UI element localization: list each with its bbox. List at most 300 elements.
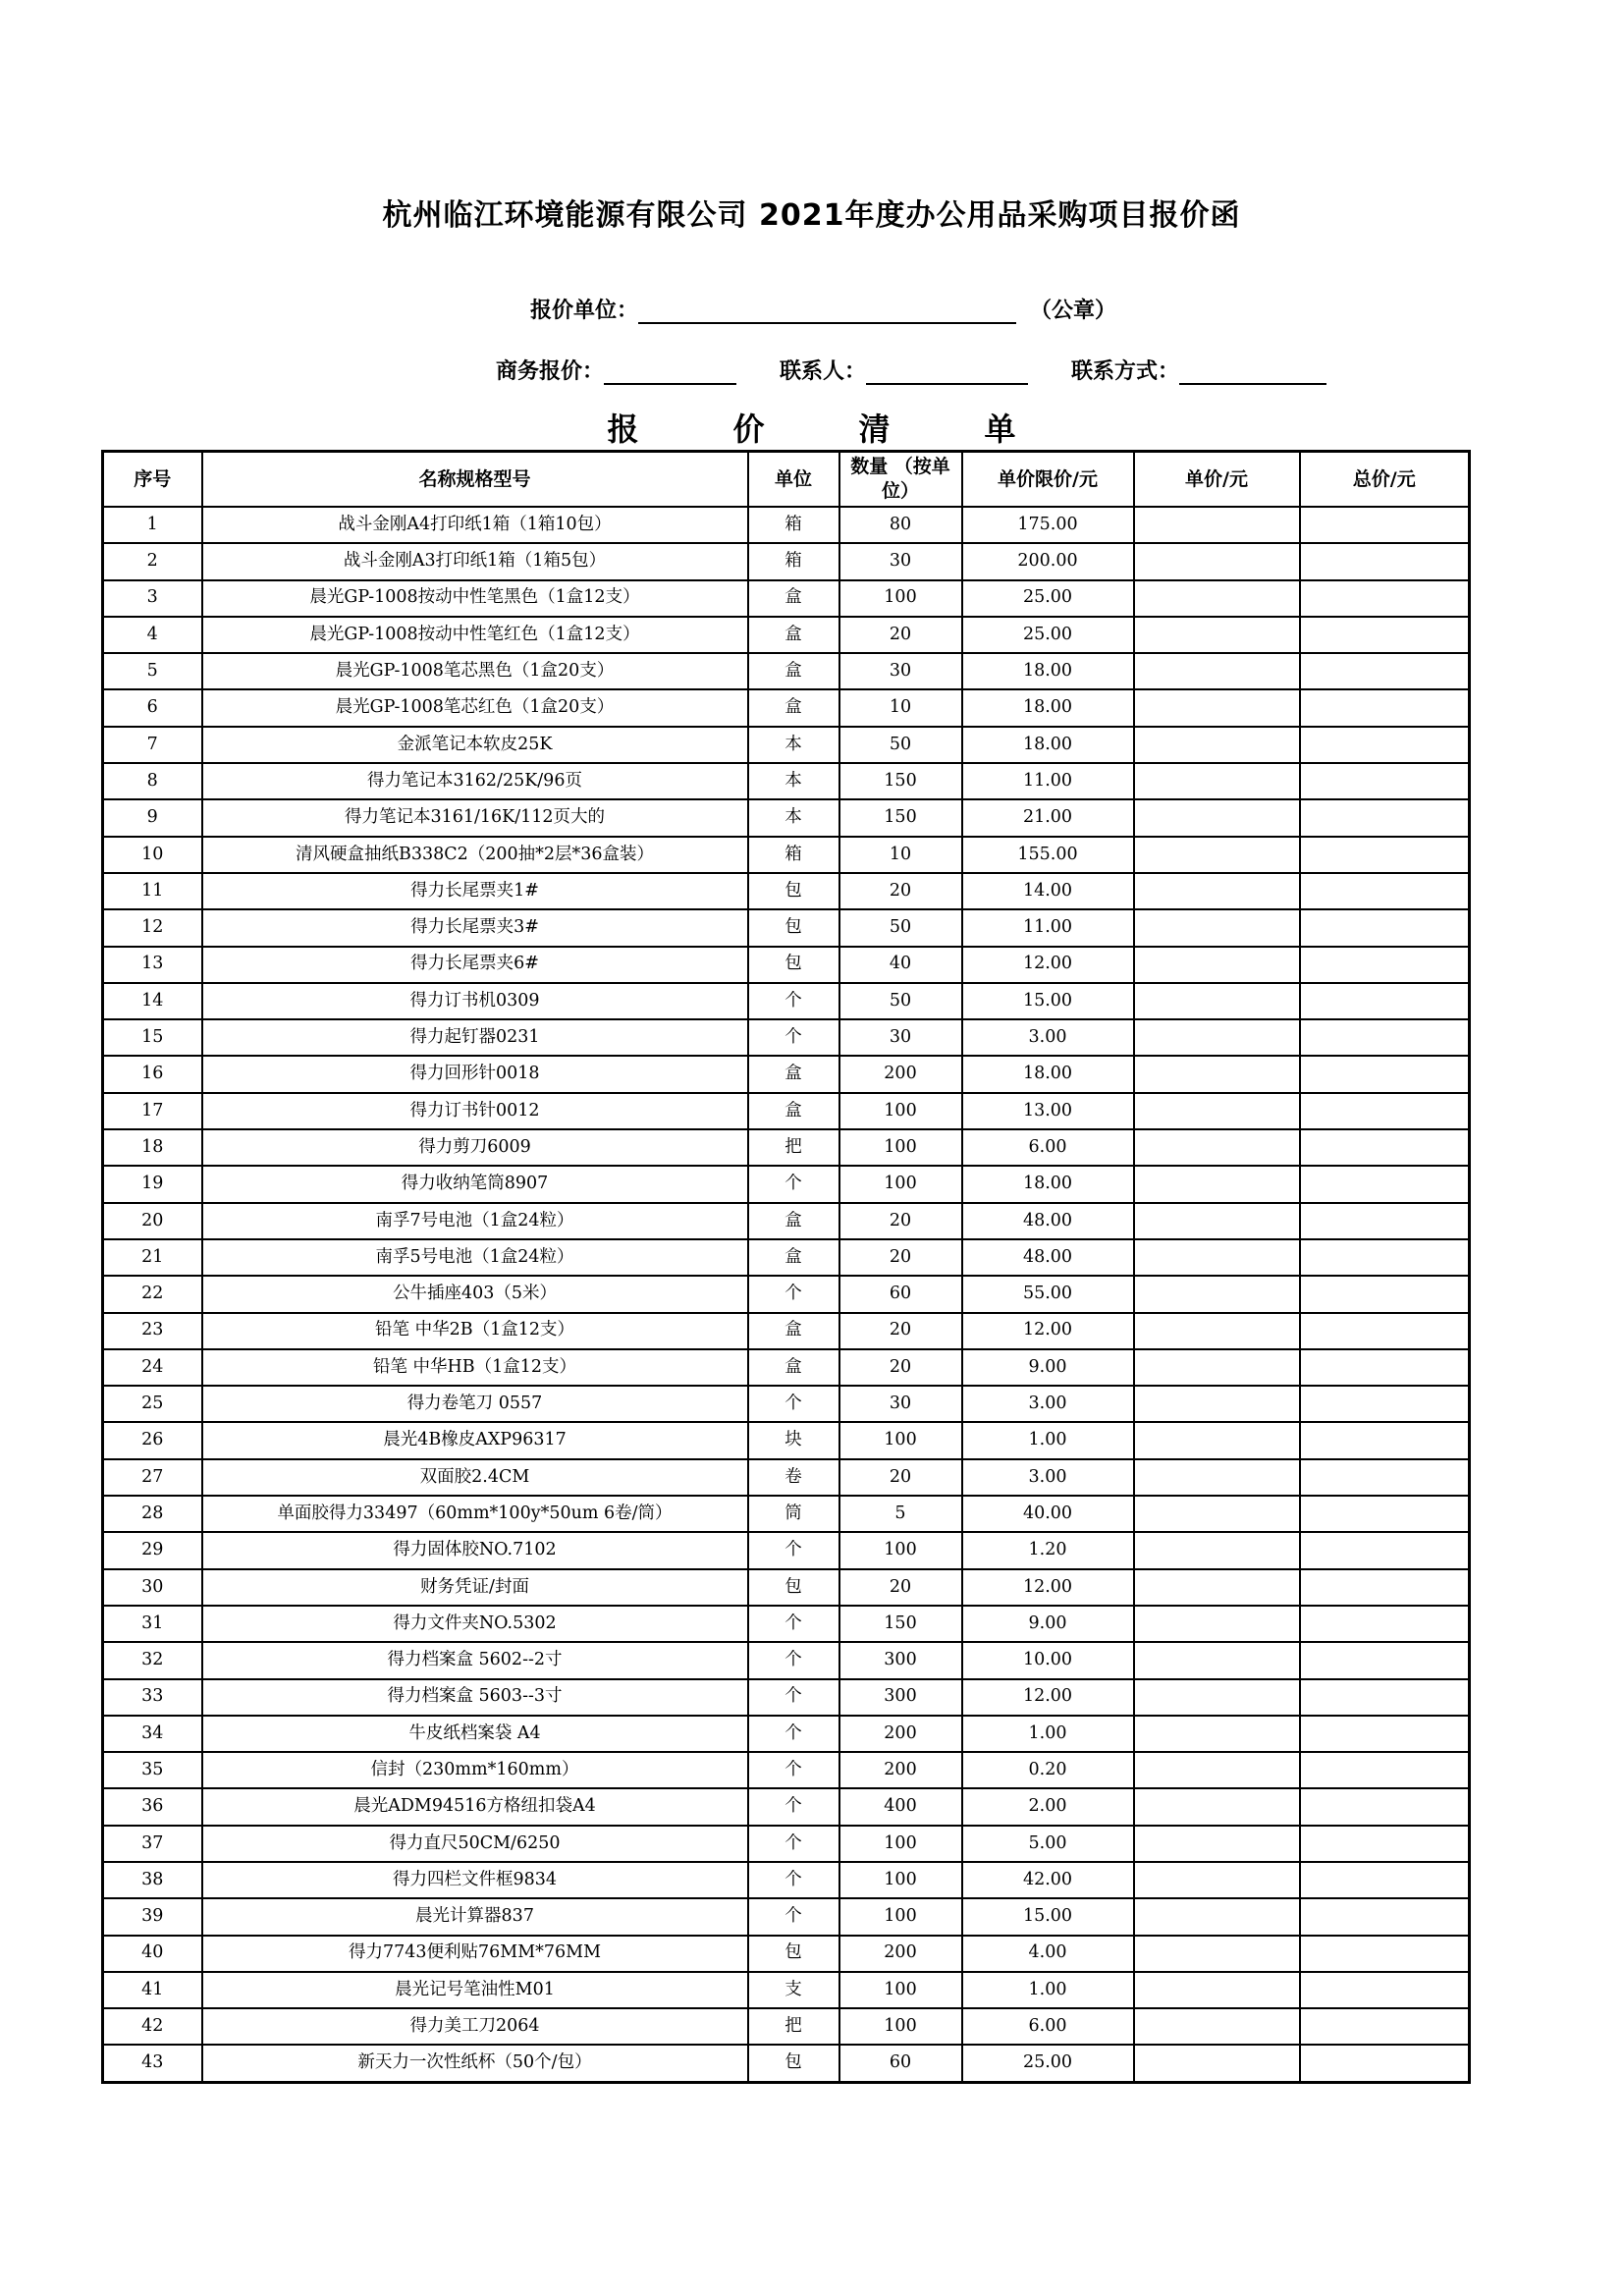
cell-unit: 个 [748, 1826, 839, 1862]
table-row [103, 1166, 1470, 1202]
cell-unit-price [1134, 1093, 1300, 1129]
cell-qty: 10 [839, 689, 962, 726]
cell-name: 得力直尺50CM/6250 [202, 1826, 748, 1862]
cell-qty: 100 [839, 1166, 962, 1202]
cell-unit-price [1134, 1826, 1300, 1862]
cell-name: 得力四栏文件框9834 [202, 1862, 748, 1898]
table-row [103, 653, 1470, 689]
cell-seq: 34 [103, 1716, 202, 1752]
cell-limit-price: 25.00 [962, 2045, 1134, 2082]
cell-seq: 19 [103, 1166, 202, 1202]
cell-unit: 盒 [748, 653, 839, 689]
cell-unit-price [1134, 763, 1300, 799]
cell-seq: 6 [103, 689, 202, 726]
table-row [103, 1788, 1470, 1825]
cell-seq: 12 [103, 909, 202, 946]
cell-seq: 32 [103, 1642, 202, 1678]
cell-limit-price: 3.00 [962, 1386, 1134, 1422]
cell-total-price [1300, 1679, 1470, 1716]
cell-total-price [1300, 947, 1470, 983]
cell-seq: 25 [103, 1386, 202, 1422]
cell-total-price [1300, 1019, 1470, 1056]
cell-name: 得力订书机0309 [202, 983, 748, 1019]
cell-limit-price: 15.00 [962, 983, 1134, 1019]
cell-qty: 100 [839, 1532, 962, 1568]
table-row [103, 2045, 1470, 2082]
cell-unit: 盒 [748, 1313, 839, 1349]
cell-unit: 个 [748, 1862, 839, 1898]
table-row [103, 543, 1470, 579]
cell-limit-price: 200.00 [962, 543, 1134, 579]
cell-seq: 30 [103, 1569, 202, 1606]
cell-limit-price: 18.00 [962, 1056, 1134, 1092]
cell-name: 新天力一次性纸杯（50个/包） [202, 2045, 748, 2082]
cell-unit: 个 [748, 1276, 839, 1312]
cell-total-price [1300, 1862, 1470, 1898]
cell-seq: 23 [103, 1313, 202, 1349]
table-row [103, 1606, 1470, 1642]
cell-unit-price [1134, 1716, 1300, 1752]
cell-unit: 包 [748, 947, 839, 983]
seal-label: （公章） [1030, 299, 1117, 323]
cell-limit-price: 11.00 [962, 909, 1134, 946]
cell-unit-price [1134, 2045, 1300, 2082]
cell-limit-price: 12.00 [962, 1679, 1134, 1716]
cell-unit: 把 [748, 1129, 839, 1166]
cell-qty: 300 [839, 1679, 962, 1716]
cell-unit-price [1134, 1276, 1300, 1312]
cell-unit: 个 [748, 1166, 839, 1202]
cell-qty: 100 [839, 1093, 962, 1129]
cell-total-price [1300, 763, 1470, 799]
document-title: 杭州临江环境能源有限公司 2021年度办公用品采购项目报价函 [382, 198, 1241, 233]
cell-total-price [1300, 689, 1470, 726]
cell-name: 晨光4B橡皮AXP96317 [202, 1422, 748, 1458]
cell-total-price [1300, 1386, 1470, 1422]
cell-seq: 17 [103, 1093, 202, 1129]
table-row [103, 1898, 1470, 1935]
cell-limit-price: 25.00 [962, 580, 1134, 617]
cell-unit: 个 [748, 1898, 839, 1935]
table-row [103, 580, 1470, 617]
cell-unit: 个 [748, 1019, 839, 1056]
table-row [103, 1716, 1470, 1752]
cell-limit-price: 9.00 [962, 1349, 1134, 1386]
cell-unit: 块 [748, 1422, 839, 1458]
table-row [103, 1422, 1470, 1458]
cell-seq: 2 [103, 543, 202, 579]
cell-unit-price [1134, 543, 1300, 579]
cell-limit-price: 25.00 [962, 617, 1134, 653]
quote-unit-line [530, 291, 1116, 324]
cell-limit-price: 48.00 [962, 1239, 1134, 1276]
cell-qty: 100 [839, 1826, 962, 1862]
contact-person-blank-line [866, 357, 1028, 385]
cell-limit-price: 3.00 [962, 1459, 1134, 1496]
cell-qty: 30 [839, 543, 962, 579]
cell-seq: 20 [103, 1203, 202, 1239]
cell-qty: 30 [839, 1019, 962, 1056]
cell-seq: 4 [103, 617, 202, 653]
cell-limit-price: 1.00 [962, 1972, 1134, 2008]
cell-qty: 50 [839, 909, 962, 946]
cell-name: 得力7743便利贴76MM*76MM [202, 1936, 748, 1972]
cell-name: 得力档案盒 5603--3寸 [202, 1679, 748, 1716]
table-header-row [103, 452, 1470, 508]
cell-name: 公牛插座403（5米） [202, 1276, 748, 1312]
cell-unit-price [1134, 873, 1300, 909]
cell-unit-price [1134, 1496, 1300, 1532]
cell-unit-price [1134, 1422, 1300, 1458]
cell-qty: 100 [839, 1422, 962, 1458]
cell-qty: 20 [839, 1313, 962, 1349]
cell-qty: 100 [839, 1972, 962, 2008]
cell-unit-price [1134, 1386, 1300, 1422]
cell-total-price [1300, 1716, 1470, 1752]
cell-limit-price: 18.00 [962, 653, 1134, 689]
cell-seq: 18 [103, 1129, 202, 1166]
cell-limit-price: 1.20 [962, 1532, 1134, 1568]
table-row [103, 1496, 1470, 1532]
cell-total-price [1300, 1056, 1470, 1092]
table-row [103, 1532, 1470, 1568]
cell-unit-price [1134, 1459, 1300, 1496]
cell-seq: 22 [103, 1276, 202, 1312]
table-row [103, 727, 1470, 763]
table-row [103, 617, 1470, 653]
cell-name: 得力起钉器0231 [202, 1019, 748, 1056]
header-qty: 数量 （按单位） [839, 452, 962, 508]
business-quote-label: 商务报价： [496, 359, 605, 384]
cell-limit-price: 12.00 [962, 1569, 1134, 1606]
table-row [103, 1056, 1470, 1092]
cell-unit-price [1134, 507, 1300, 543]
cell-name: 得力订书针0012 [202, 1093, 748, 1129]
cell-seq: 42 [103, 2008, 202, 2045]
cell-limit-price: 13.00 [962, 1093, 1134, 1129]
cell-unit: 个 [748, 1716, 839, 1752]
cell-name: 得力剪刀6009 [202, 1129, 748, 1166]
cell-seq: 33 [103, 1679, 202, 1716]
cell-name: 晨光计算器837 [202, 1898, 748, 1935]
cell-limit-price: 40.00 [962, 1496, 1134, 1532]
cell-total-price [1300, 1788, 1470, 1825]
cell-qty: 30 [839, 1386, 962, 1422]
cell-qty: 100 [839, 1129, 962, 1166]
cell-name: 得力文件夹NO.5302 [202, 1606, 748, 1642]
cell-seq: 10 [103, 837, 202, 873]
cell-name: 得力长尾票夹3# [202, 909, 748, 946]
cell-total-price [1300, 1972, 1470, 2008]
cell-unit-price [1134, 947, 1300, 983]
table-row [103, 1129, 1470, 1166]
cell-unit-price [1134, 1752, 1300, 1788]
cell-unit: 个 [748, 983, 839, 1019]
cell-seq: 14 [103, 983, 202, 1019]
cell-unit-price [1134, 689, 1300, 726]
cell-unit-price [1134, 837, 1300, 873]
cell-name: 清风硬盒抽纸B338C2（200抽*2层*36盒装） [202, 837, 748, 873]
cell-name: 得力美工刀2064 [202, 2008, 748, 2045]
quote-unit-label: 报价单位： [530, 299, 639, 323]
cell-total-price [1300, 617, 1470, 653]
cell-total-price [1300, 653, 1470, 689]
contact-line [496, 352, 1326, 385]
cell-name: 得力回形针0018 [202, 1056, 748, 1092]
cell-unit: 包 [748, 873, 839, 909]
cell-unit: 卷 [748, 1459, 839, 1496]
cell-seq: 27 [103, 1459, 202, 1496]
cell-seq: 11 [103, 873, 202, 909]
cell-limit-price: 42.00 [962, 1862, 1134, 1898]
table-row [103, 799, 1470, 836]
cell-unit-price [1134, 1642, 1300, 1678]
contact-method-label: 联系方式： [1071, 359, 1180, 384]
table-row [103, 1862, 1470, 1898]
quote-unit-blank-line [638, 297, 1016, 324]
cell-unit: 盒 [748, 1239, 839, 1276]
table-row [103, 1203, 1470, 1239]
cell-qty: 200 [839, 1056, 962, 1092]
cell-name: 晨光ADM94516方格纽扣袋A4 [202, 1788, 748, 1825]
cell-limit-price: 55.00 [962, 1276, 1134, 1312]
table-row [103, 837, 1470, 873]
cell-limit-price: 155.00 [962, 837, 1134, 873]
cell-total-price [1300, 1203, 1470, 1239]
cell-limit-price: 12.00 [962, 947, 1134, 983]
cell-total-price [1300, 543, 1470, 579]
cell-total-price [1300, 1276, 1470, 1312]
cell-unit-price [1134, 1862, 1300, 1898]
cell-limit-price: 9.00 [962, 1606, 1134, 1642]
cell-qty: 150 [839, 763, 962, 799]
cell-limit-price: 3.00 [962, 1019, 1134, 1056]
cell-unit: 个 [748, 1752, 839, 1788]
cell-limit-price: 18.00 [962, 1166, 1134, 1202]
cell-seq: 24 [103, 1349, 202, 1386]
cell-name: 南孚7号电池（1盒24粒） [202, 1203, 748, 1239]
cell-seq: 38 [103, 1862, 202, 1898]
cell-seq: 21 [103, 1239, 202, 1276]
cell-limit-price: 4.00 [962, 1936, 1134, 1972]
cell-unit: 本 [748, 799, 839, 836]
cell-total-price [1300, 580, 1470, 617]
cell-seq: 13 [103, 947, 202, 983]
cell-name: 得力卷笔刀 0557 [202, 1386, 748, 1422]
cell-total-price [1300, 1936, 1470, 1972]
cell-qty: 20 [839, 1203, 962, 1239]
cell-unit-price [1134, 617, 1300, 653]
cell-limit-price: 175.00 [962, 507, 1134, 543]
cell-seq: 1 [103, 507, 202, 543]
cell-unit-price [1134, 1788, 1300, 1825]
cell-limit-price: 6.00 [962, 2008, 1134, 2045]
table-row [103, 1679, 1470, 1716]
cell-unit: 箱 [748, 507, 839, 543]
cell-unit-price [1134, 1532, 1300, 1568]
header-unit: 单位 [748, 452, 839, 508]
cell-seq: 28 [103, 1496, 202, 1532]
cell-name: 战斗金刚A4打印纸1箱（1箱10包） [202, 507, 748, 543]
cell-unit: 支 [748, 1972, 839, 2008]
cell-qty: 150 [839, 799, 962, 836]
cell-total-price [1300, 1129, 1470, 1166]
cell-name: 得力档案盒 5602--2寸 [202, 1642, 748, 1678]
table-row [103, 1826, 1470, 1862]
cell-unit: 本 [748, 763, 839, 799]
cell-unit: 个 [748, 1679, 839, 1716]
cell-unit: 盒 [748, 1056, 839, 1092]
cell-seq: 15 [103, 1019, 202, 1056]
cell-name: 铅笔 中华HB（1盒12支） [202, 1349, 748, 1386]
cell-limit-price: 6.00 [962, 1129, 1134, 1166]
quote-table-body [103, 507, 1470, 2082]
cell-limit-price: 10.00 [962, 1642, 1134, 1678]
table-row [103, 1569, 1470, 1606]
cell-unit: 包 [748, 1569, 839, 1606]
cell-unit-price [1134, 727, 1300, 763]
cell-seq: 8 [103, 763, 202, 799]
cell-total-price [1300, 727, 1470, 763]
table-row [103, 1093, 1470, 1129]
cell-name: 信封（230mm*160mm） [202, 1752, 748, 1788]
cell-unit-price [1134, 1606, 1300, 1642]
cell-total-price [1300, 1898, 1470, 1935]
cell-limit-price: 21.00 [962, 799, 1134, 836]
table-row [103, 983, 1470, 1019]
table-row [103, 1972, 1470, 2008]
cell-total-price [1300, 1166, 1470, 1202]
cell-seq: 3 [103, 580, 202, 617]
cell-qty: 200 [839, 1936, 962, 1972]
cell-name: 单面胶得力33497（60mm*100y*50um 6卷/筒） [202, 1496, 748, 1532]
cell-unit: 个 [748, 1606, 839, 1642]
cell-unit-price [1134, 909, 1300, 946]
cell-seq: 26 [103, 1422, 202, 1458]
cell-unit-price [1134, 1972, 1300, 2008]
cell-qty: 300 [839, 1642, 962, 1678]
cell-total-price [1300, 2045, 1470, 2082]
table-row [103, 1313, 1470, 1349]
cell-unit: 盒 [748, 1093, 839, 1129]
business-quote-blank-line [604, 357, 736, 385]
cell-unit-price [1134, 1313, 1300, 1349]
cell-unit: 包 [748, 909, 839, 946]
cell-qty: 40 [839, 947, 962, 983]
cell-name: 得力笔记本3161/16K/112页大的 [202, 799, 748, 836]
cell-name: 晨光GP-1008按动中性笔黑色（1盒12支） [202, 580, 748, 617]
cell-name: 得力笔记本3162/25K/96页 [202, 763, 748, 799]
cell-qty: 100 [839, 580, 962, 617]
header-limit-price: 单价限价/元 [962, 452, 1134, 508]
cell-unit-price [1134, 1936, 1300, 1972]
cell-qty: 20 [839, 1239, 962, 1276]
header-name: 名称规格型号 [202, 452, 748, 508]
cell-qty: 20 [839, 1459, 962, 1496]
cell-unit: 个 [748, 1642, 839, 1678]
cell-qty: 20 [839, 1569, 962, 1606]
cell-total-price [1300, 1826, 1470, 1862]
cell-name: 得力长尾票夹1# [202, 873, 748, 909]
cell-unit-price [1134, 580, 1300, 617]
cell-qty: 60 [839, 2045, 962, 2082]
cell-unit-price [1134, 1056, 1300, 1092]
cell-unit: 个 [748, 1532, 839, 1568]
cell-qty: 100 [839, 1862, 962, 1898]
cell-unit: 个 [748, 1386, 839, 1422]
cell-qty: 80 [839, 507, 962, 543]
cell-total-price [1300, 1239, 1470, 1276]
cell-qty: 5 [839, 1496, 962, 1532]
table-row [103, 1019, 1470, 1056]
cell-unit-price [1134, 1239, 1300, 1276]
table-row [103, 947, 1470, 983]
cell-total-price [1300, 507, 1470, 543]
cell-total-price [1300, 909, 1470, 946]
cell-qty: 200 [839, 1716, 962, 1752]
cell-seq: 35 [103, 1752, 202, 1788]
cell-limit-price: 0.20 [962, 1752, 1134, 1788]
cell-total-price [1300, 1569, 1470, 1606]
cell-unit: 个 [748, 1788, 839, 1825]
cell-total-price [1300, 1606, 1470, 1642]
cell-total-price [1300, 1459, 1470, 1496]
cell-seq: 43 [103, 2045, 202, 2082]
cell-total-price [1300, 1752, 1470, 1788]
cell-qty: 20 [839, 1349, 962, 1386]
header-unit-price: 单价/元 [1134, 452, 1300, 508]
cell-unit-price [1134, 1569, 1300, 1606]
table-row [103, 2008, 1470, 2045]
cell-limit-price: 48.00 [962, 1203, 1134, 1239]
cell-unit: 箱 [748, 543, 839, 579]
quote-list-title: 报价清单 [607, 410, 1110, 448]
cell-name: 金派笔记本软皮25K [202, 727, 748, 763]
cell-name: 晨光GP-1008笔芯红色（1盒20支） [202, 689, 748, 726]
table-row [103, 1276, 1470, 1312]
cell-qty: 150 [839, 1606, 962, 1642]
cell-qty: 30 [839, 653, 962, 689]
cell-name: 南孚5号电池（1盒24粒） [202, 1239, 748, 1276]
cell-unit-price [1134, 1349, 1300, 1386]
cell-limit-price: 15.00 [962, 1898, 1134, 1935]
cell-seq: 7 [103, 727, 202, 763]
cell-unit-price [1134, 1019, 1300, 1056]
cell-unit-price [1134, 1166, 1300, 1202]
cell-unit: 盒 [748, 617, 839, 653]
cell-seq: 9 [103, 799, 202, 836]
cell-unit-price [1134, 1129, 1300, 1166]
cell-unit: 包 [748, 2045, 839, 2082]
cell-unit-price [1134, 2008, 1300, 2045]
cell-total-price [1300, 1313, 1470, 1349]
table-row [103, 1752, 1470, 1788]
cell-total-price [1300, 1642, 1470, 1678]
cell-unit-price [1134, 1203, 1300, 1239]
table-row [103, 1936, 1470, 1972]
cell-name: 晨光记号笔油性M01 [202, 1972, 748, 2008]
cell-name: 得力长尾票夹6# [202, 947, 748, 983]
cell-name: 牛皮纸档案袋 A4 [202, 1716, 748, 1752]
cell-seq: 36 [103, 1788, 202, 1825]
cell-total-price [1300, 799, 1470, 836]
cell-name: 晨光GP-1008按动中性笔红色（1盒12支） [202, 617, 748, 653]
cell-limit-price: 1.00 [962, 1716, 1134, 1752]
cell-qty: 60 [839, 1276, 962, 1312]
cell-unit: 盒 [748, 1349, 839, 1386]
table-row [103, 1642, 1470, 1678]
table-row [103, 1386, 1470, 1422]
